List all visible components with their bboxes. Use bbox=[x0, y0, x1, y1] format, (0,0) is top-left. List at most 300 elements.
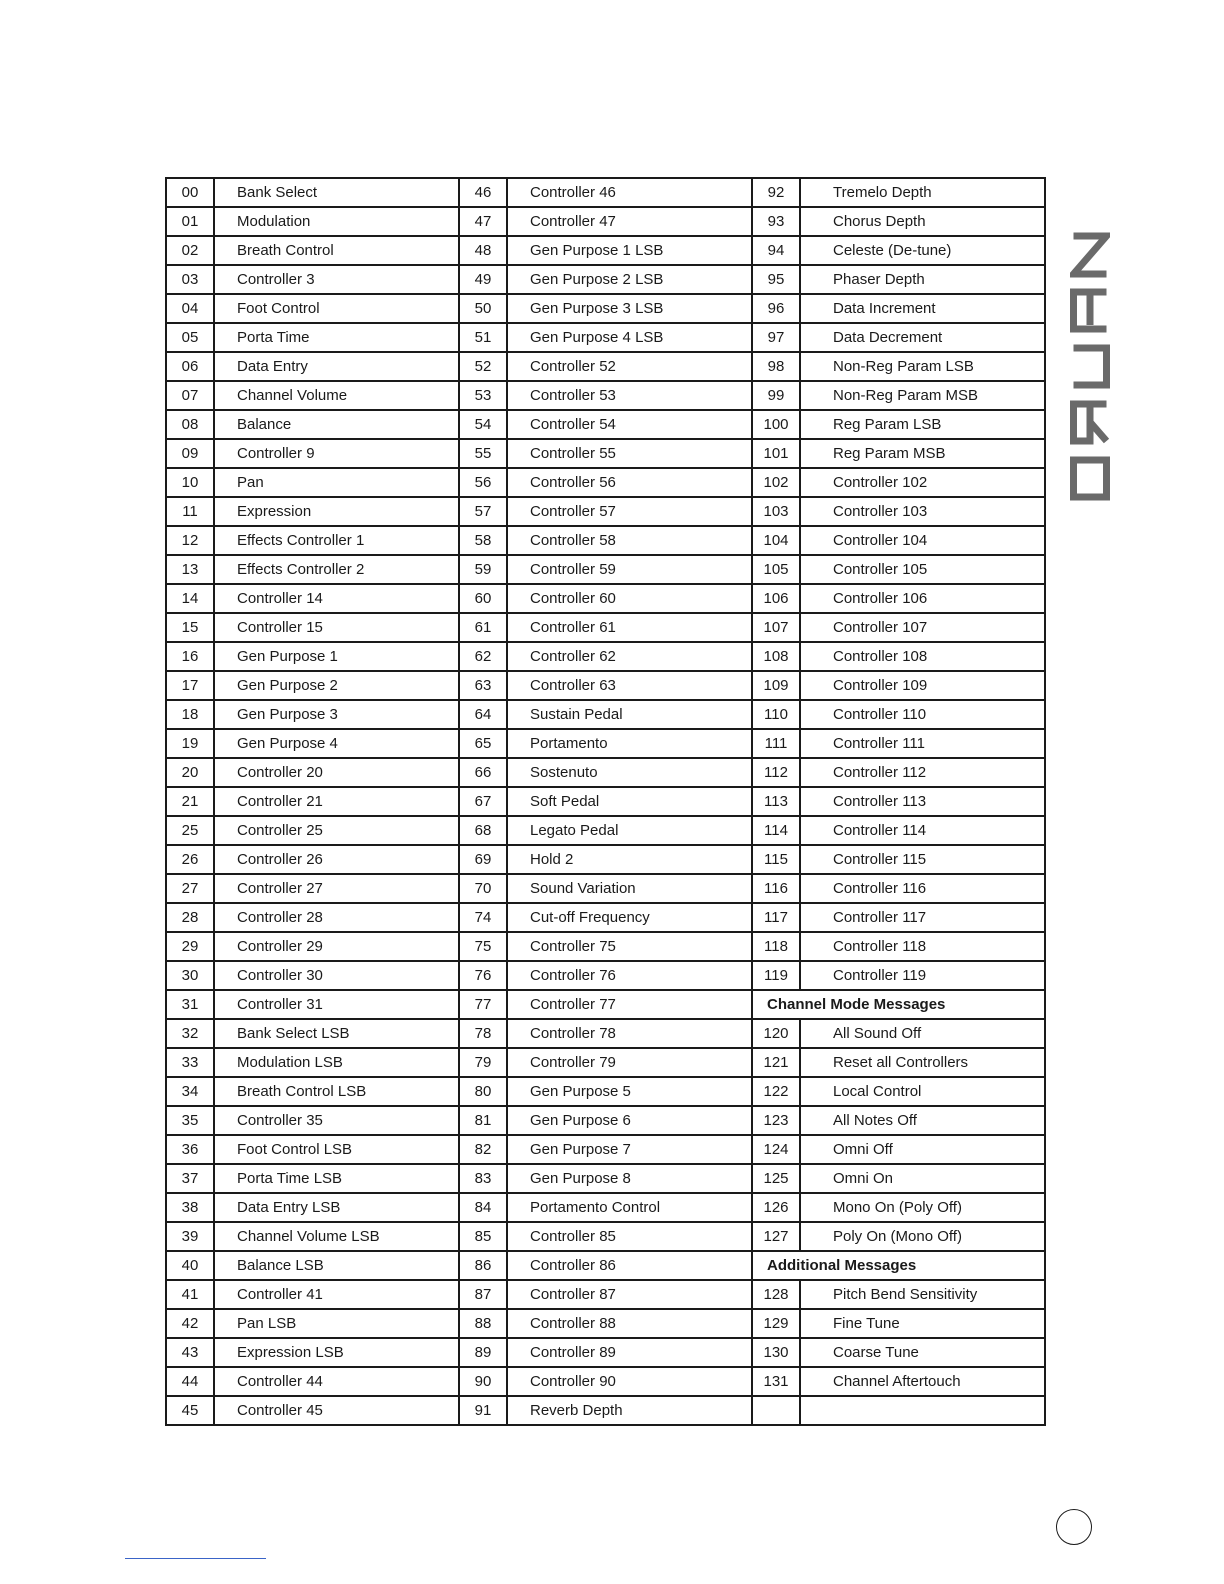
cc-number: 101 bbox=[752, 439, 800, 468]
cc-name: Gen Purpose 3 bbox=[214, 700, 459, 729]
cc-name: Controller 21 bbox=[214, 787, 459, 816]
table-row bbox=[166, 584, 1045, 613]
cc-number: 06 bbox=[166, 352, 214, 381]
cc-number: 94 bbox=[752, 236, 800, 265]
cc-name: Controller 107 bbox=[800, 613, 1045, 642]
cc-name: Hold 2 bbox=[507, 845, 752, 874]
table-row bbox=[166, 1048, 1045, 1077]
table-row bbox=[166, 1164, 1045, 1193]
cc-number: 74 bbox=[459, 903, 507, 932]
cc-number: 128 bbox=[752, 1280, 800, 1309]
cc-number: 05 bbox=[166, 323, 214, 352]
cc-name: Controller 14 bbox=[214, 584, 459, 613]
cc-name: Mono On (Poly Off) bbox=[800, 1193, 1045, 1222]
cc-number: 69 bbox=[459, 845, 507, 874]
cc-number: 131 bbox=[752, 1367, 800, 1396]
cc-number: 115 bbox=[752, 845, 800, 874]
table-row bbox=[166, 758, 1045, 787]
cc-number: 108 bbox=[752, 642, 800, 671]
cc-name: Controller 46 bbox=[507, 178, 752, 207]
cc-name: Legato Pedal bbox=[507, 816, 752, 845]
cc-name: Balance LSB bbox=[214, 1251, 459, 1280]
cc-name: Controller 29 bbox=[214, 932, 459, 961]
section-heading: Channel Mode Messages bbox=[752, 990, 1045, 1019]
cc-number: 78 bbox=[459, 1019, 507, 1048]
cc-number: 70 bbox=[459, 874, 507, 903]
cc-number: 03 bbox=[166, 265, 214, 294]
cc-number: 62 bbox=[459, 642, 507, 671]
cc-number: 104 bbox=[752, 526, 800, 555]
cc-number: 47 bbox=[459, 207, 507, 236]
cc-name: Data Decrement bbox=[800, 323, 1045, 352]
table-row bbox=[166, 903, 1045, 932]
cc-name: Controller 103 bbox=[800, 497, 1045, 526]
cc-number: 77 bbox=[459, 990, 507, 1019]
cc-number: 76 bbox=[459, 961, 507, 990]
table-row bbox=[166, 700, 1045, 729]
cc-name: Gen Purpose 5 bbox=[507, 1077, 752, 1106]
cc-number: 43 bbox=[166, 1338, 214, 1367]
brand-name bbox=[1086, 373, 1087, 377]
table-row bbox=[166, 497, 1045, 526]
table-row bbox=[166, 352, 1045, 381]
cc-name: Controller 104 bbox=[800, 526, 1045, 555]
cc-number: 120 bbox=[752, 1019, 800, 1048]
cc-number: 02 bbox=[166, 236, 214, 265]
cc-name: Cut-off Frequency bbox=[507, 903, 752, 932]
table-row bbox=[166, 439, 1045, 468]
cc-name: Controller 79 bbox=[507, 1048, 752, 1077]
table-row bbox=[166, 961, 1045, 990]
cc-number: 56 bbox=[459, 468, 507, 497]
table-row bbox=[166, 1251, 1045, 1280]
cc-name: Local Control bbox=[800, 1077, 1045, 1106]
cc-name: Controller 112 bbox=[800, 758, 1045, 787]
cc-number: 40 bbox=[166, 1251, 214, 1280]
cc-name: Non-Reg Param LSB bbox=[800, 352, 1045, 381]
table-row bbox=[166, 294, 1045, 323]
cc-number: 66 bbox=[459, 758, 507, 787]
cc-name: Controller 25 bbox=[214, 816, 459, 845]
cc-number: 28 bbox=[166, 903, 214, 932]
cc-name: Gen Purpose 6 bbox=[507, 1106, 752, 1135]
table-row bbox=[166, 1309, 1045, 1338]
cc-number: 90 bbox=[459, 1367, 507, 1396]
cc-name: Expression bbox=[214, 497, 459, 526]
cc-number: 14 bbox=[166, 584, 214, 613]
cc-name: Reg Param MSB bbox=[800, 439, 1045, 468]
cc-name: Controller 57 bbox=[507, 497, 752, 526]
cc-name: Controller 110 bbox=[800, 700, 1045, 729]
cc-number: 63 bbox=[459, 671, 507, 700]
cc-name bbox=[800, 1396, 1045, 1425]
cc-name: Controller 78 bbox=[507, 1019, 752, 1048]
table-row bbox=[166, 932, 1045, 961]
cc-number: 35 bbox=[166, 1106, 214, 1135]
cc-name: Effects Controller 2 bbox=[214, 555, 459, 584]
cc-number: 26 bbox=[166, 845, 214, 874]
cc-number: 80 bbox=[459, 1077, 507, 1106]
cc-name: Gen Purpose 2 LSB bbox=[507, 265, 752, 294]
cc-number: 109 bbox=[752, 671, 800, 700]
cc-number: 106 bbox=[752, 584, 800, 613]
cc-name: Gen Purpose 3 LSB bbox=[507, 294, 752, 323]
cc-name: Controller 61 bbox=[507, 613, 752, 642]
cc-number: 112 bbox=[752, 758, 800, 787]
cc-number: 89 bbox=[459, 1338, 507, 1367]
cc-number: 105 bbox=[752, 555, 800, 584]
cc-name: Controller 119 bbox=[800, 961, 1045, 990]
cc-number: 08 bbox=[166, 410, 214, 439]
cc-name: Controller 118 bbox=[800, 932, 1045, 961]
table-row bbox=[166, 1367, 1045, 1396]
table-row bbox=[166, 613, 1045, 642]
table-row bbox=[166, 1338, 1045, 1367]
cc-number: 111 bbox=[752, 729, 800, 758]
cc-number: 55 bbox=[459, 439, 507, 468]
cc-number: 93 bbox=[752, 207, 800, 236]
cc-number: 18 bbox=[166, 700, 214, 729]
cc-number: 81 bbox=[459, 1106, 507, 1135]
cc-name: Controller 108 bbox=[800, 642, 1045, 671]
table-row bbox=[166, 526, 1045, 555]
cc-name: Omni On bbox=[800, 1164, 1045, 1193]
table-row bbox=[166, 323, 1045, 352]
cc-name: Controller 20 bbox=[214, 758, 459, 787]
cc-name: Bank Select LSB bbox=[214, 1019, 459, 1048]
cc-name: Pan LSB bbox=[214, 1309, 459, 1338]
cc-number: 130 bbox=[752, 1338, 800, 1367]
cc-name: Celeste (De-tune) bbox=[800, 236, 1045, 265]
footer-rule bbox=[125, 1558, 266, 1559]
cc-number: 30 bbox=[166, 961, 214, 990]
cc-number: 92 bbox=[752, 178, 800, 207]
cc-number: 45 bbox=[166, 1396, 214, 1425]
cc-name: Data Increment bbox=[800, 294, 1045, 323]
midi-cc-table bbox=[165, 177, 1046, 1426]
cc-name: Controller 60 bbox=[507, 584, 752, 613]
cc-name: Expression LSB bbox=[214, 1338, 459, 1367]
cc-name: Non-Reg Param MSB bbox=[800, 381, 1045, 410]
cc-number: 41 bbox=[166, 1280, 214, 1309]
neuron-logo bbox=[1070, 230, 1110, 522]
cc-name: Controller 89 bbox=[507, 1338, 752, 1367]
cc-number: 129 bbox=[752, 1309, 800, 1338]
cc-name: All Sound Off bbox=[800, 1019, 1045, 1048]
cc-number: 99 bbox=[752, 381, 800, 410]
cc-number: 54 bbox=[459, 410, 507, 439]
table-row bbox=[166, 1222, 1045, 1251]
cc-name: Controller 88 bbox=[507, 1309, 752, 1338]
cc-number: 118 bbox=[752, 932, 800, 961]
cc-number: 52 bbox=[459, 352, 507, 381]
cc-name: Data Entry bbox=[214, 352, 459, 381]
cc-name: Sound Variation bbox=[507, 874, 752, 903]
table-row bbox=[166, 874, 1045, 903]
table-row bbox=[166, 1019, 1045, 1048]
cc-number: 87 bbox=[459, 1280, 507, 1309]
cc-name: Channel Volume bbox=[214, 381, 459, 410]
cc-name: Effects Controller 1 bbox=[214, 526, 459, 555]
table-row bbox=[166, 381, 1045, 410]
cc-number: 125 bbox=[752, 1164, 800, 1193]
table-row bbox=[166, 1077, 1045, 1106]
cc-number: 16 bbox=[166, 642, 214, 671]
cc-number: 83 bbox=[459, 1164, 507, 1193]
cc-number: 60 bbox=[459, 584, 507, 613]
cc-number: 10 bbox=[166, 468, 214, 497]
cc-name: Controller 75 bbox=[507, 932, 752, 961]
cc-name: Controller 109 bbox=[800, 671, 1045, 700]
cc-name: Controller 77 bbox=[507, 990, 752, 1019]
cc-name: Controller 9 bbox=[214, 439, 459, 468]
cc-name: Controller 85 bbox=[507, 1222, 752, 1251]
cc-number: 67 bbox=[459, 787, 507, 816]
cc-name: Porta Time LSB bbox=[214, 1164, 459, 1193]
cc-name: Reverb Depth bbox=[507, 1396, 752, 1425]
cc-name: Controller 106 bbox=[800, 584, 1045, 613]
cc-number: 13 bbox=[166, 555, 214, 584]
cc-number: 39 bbox=[166, 1222, 214, 1251]
cc-number: 37 bbox=[166, 1164, 214, 1193]
cc-name: Data Entry LSB bbox=[214, 1193, 459, 1222]
cc-number: 97 bbox=[752, 323, 800, 352]
cc-name: All Notes Off bbox=[800, 1106, 1045, 1135]
cc-number: 42 bbox=[166, 1309, 214, 1338]
table-row bbox=[166, 410, 1045, 439]
cc-name: Controller 47 bbox=[507, 207, 752, 236]
cc-number: 33 bbox=[166, 1048, 214, 1077]
midi-cc-table-body bbox=[166, 178, 1045, 1425]
cc-name: Gen Purpose 4 bbox=[214, 729, 459, 758]
cc-number: 117 bbox=[752, 903, 800, 932]
cc-name: Controller 117 bbox=[800, 903, 1045, 932]
cc-number: 31 bbox=[166, 990, 214, 1019]
cc-number: 85 bbox=[459, 1222, 507, 1251]
cc-number: 49 bbox=[459, 265, 507, 294]
cc-name: Breath Control LSB bbox=[214, 1077, 459, 1106]
cc-name: Controller 58 bbox=[507, 526, 752, 555]
cc-name: Controller 31 bbox=[214, 990, 459, 1019]
cc-number: 124 bbox=[752, 1135, 800, 1164]
cc-number: 48 bbox=[459, 236, 507, 265]
cc-number: 36 bbox=[166, 1135, 214, 1164]
table-row bbox=[166, 207, 1045, 236]
cc-number: 29 bbox=[166, 932, 214, 961]
cc-name: Gen Purpose 4 LSB bbox=[507, 323, 752, 352]
table-row bbox=[166, 1280, 1045, 1309]
table-row bbox=[166, 845, 1045, 874]
cc-name: Controller 87 bbox=[507, 1280, 752, 1309]
cc-name: Controller 111 bbox=[800, 729, 1045, 758]
cc-name: Porta Time bbox=[214, 323, 459, 352]
cc-number: 96 bbox=[752, 294, 800, 323]
page-number-circle bbox=[1056, 1509, 1092, 1545]
table-row bbox=[166, 729, 1045, 758]
cc-name: Reg Param LSB bbox=[800, 410, 1045, 439]
cc-number bbox=[752, 1396, 800, 1425]
cc-name: Controller 53 bbox=[507, 381, 752, 410]
cc-number: 44 bbox=[166, 1367, 214, 1396]
cc-name: Controller 56 bbox=[507, 468, 752, 497]
cc-number: 91 bbox=[459, 1396, 507, 1425]
cc-name: Gen Purpose 1 LSB bbox=[507, 236, 752, 265]
cc-name: Modulation LSB bbox=[214, 1048, 459, 1077]
cc-number: 103 bbox=[752, 497, 800, 526]
cc-name: Pan bbox=[214, 468, 459, 497]
table-row bbox=[166, 468, 1045, 497]
table-row bbox=[166, 555, 1045, 584]
cc-name: Controller 54 bbox=[507, 410, 752, 439]
cc-name: Controller 27 bbox=[214, 874, 459, 903]
cc-name: Controller 30 bbox=[214, 961, 459, 990]
cc-number: 79 bbox=[459, 1048, 507, 1077]
cc-name: Balance bbox=[214, 410, 459, 439]
table-row bbox=[166, 1106, 1045, 1135]
cc-number: 27 bbox=[166, 874, 214, 903]
cc-number: 126 bbox=[752, 1193, 800, 1222]
cc-name: Controller 102 bbox=[800, 468, 1045, 497]
cc-number: 32 bbox=[166, 1019, 214, 1048]
cc-number: 113 bbox=[752, 787, 800, 816]
cc-name: Controller 115 bbox=[800, 845, 1045, 874]
cc-number: 84 bbox=[459, 1193, 507, 1222]
cc-number: 59 bbox=[459, 555, 507, 584]
cc-number: 123 bbox=[752, 1106, 800, 1135]
cc-number: 38 bbox=[166, 1193, 214, 1222]
cc-number: 116 bbox=[752, 874, 800, 903]
cc-number: 15 bbox=[166, 613, 214, 642]
cc-name: Reset all Controllers bbox=[800, 1048, 1045, 1077]
cc-name: Controller 62 bbox=[507, 642, 752, 671]
cc-name: Omni Off bbox=[800, 1135, 1045, 1164]
cc-number: 34 bbox=[166, 1077, 214, 1106]
cc-number: 98 bbox=[752, 352, 800, 381]
table-row bbox=[166, 1396, 1045, 1425]
cc-number: 17 bbox=[166, 671, 214, 700]
cc-name: Gen Purpose 8 bbox=[507, 1164, 752, 1193]
cc-name: Controller 63 bbox=[507, 671, 752, 700]
cc-name: Gen Purpose 7 bbox=[507, 1135, 752, 1164]
table-row bbox=[166, 990, 1045, 1019]
cc-name: Controller 35 bbox=[214, 1106, 459, 1135]
cc-number: 102 bbox=[752, 468, 800, 497]
cc-name: Gen Purpose 1 bbox=[214, 642, 459, 671]
cc-name: Poly On (Mono Off) bbox=[800, 1222, 1045, 1251]
table-row bbox=[166, 178, 1045, 207]
cc-name: Coarse Tune bbox=[800, 1338, 1045, 1367]
cc-name: Phaser Depth bbox=[800, 265, 1045, 294]
cc-name: Sostenuto bbox=[507, 758, 752, 787]
cc-number: 00 bbox=[166, 178, 214, 207]
cc-number: 122 bbox=[752, 1077, 800, 1106]
cc-name: Controller 59 bbox=[507, 555, 752, 584]
cc-name: Controller 76 bbox=[507, 961, 752, 990]
cc-number: 64 bbox=[459, 700, 507, 729]
cc-name: Controller 116 bbox=[800, 874, 1045, 903]
cc-name: Bank Select bbox=[214, 178, 459, 207]
table-row bbox=[166, 642, 1045, 671]
table-row bbox=[166, 1193, 1045, 1222]
cc-name: Controller 105 bbox=[800, 555, 1045, 584]
cc-number: 58 bbox=[459, 526, 507, 555]
table-row bbox=[166, 787, 1045, 816]
table-row bbox=[166, 265, 1045, 294]
cc-number: 107 bbox=[752, 613, 800, 642]
cc-number: 95 bbox=[752, 265, 800, 294]
cc-number: 50 bbox=[459, 294, 507, 323]
cc-name: Tremelo Depth bbox=[800, 178, 1045, 207]
cc-name: Sustain Pedal bbox=[507, 700, 752, 729]
cc-name: Controller 28 bbox=[214, 903, 459, 932]
cc-number: 57 bbox=[459, 497, 507, 526]
cc-number: 21 bbox=[166, 787, 214, 816]
cc-name: Controller 15 bbox=[214, 613, 459, 642]
table-row bbox=[166, 236, 1045, 265]
cc-name: Breath Control bbox=[214, 236, 459, 265]
cc-name: Portamento bbox=[507, 729, 752, 758]
cc-name: Controller 44 bbox=[214, 1367, 459, 1396]
cc-number: 53 bbox=[459, 381, 507, 410]
cc-number: 119 bbox=[752, 961, 800, 990]
cc-name: Controller 90 bbox=[507, 1367, 752, 1396]
cc-number: 51 bbox=[459, 323, 507, 352]
cc-number: 11 bbox=[166, 497, 214, 526]
cc-number: 07 bbox=[166, 381, 214, 410]
cc-number: 121 bbox=[752, 1048, 800, 1077]
cc-name: Soft Pedal bbox=[507, 787, 752, 816]
cc-name: Chorus Depth bbox=[800, 207, 1045, 236]
cc-name: Controller 114 bbox=[800, 816, 1045, 845]
table-row bbox=[166, 671, 1045, 700]
cc-number: 86 bbox=[459, 1251, 507, 1280]
cc-number: 65 bbox=[459, 729, 507, 758]
cc-number: 25 bbox=[166, 816, 214, 845]
cc-number: 68 bbox=[459, 816, 507, 845]
cc-name: Pitch Bend Sensitivity bbox=[800, 1280, 1045, 1309]
cc-number: 75 bbox=[459, 932, 507, 961]
cc-name: Controller 45 bbox=[214, 1396, 459, 1425]
cc-number: 01 bbox=[166, 207, 214, 236]
cc-number: 127 bbox=[752, 1222, 800, 1251]
cc-name: Controller 86 bbox=[507, 1251, 752, 1280]
cc-name: Gen Purpose 2 bbox=[214, 671, 459, 700]
cc-number: 82 bbox=[459, 1135, 507, 1164]
cc-name: Controller 41 bbox=[214, 1280, 459, 1309]
cc-number: 100 bbox=[752, 410, 800, 439]
cc-name: Controller 26 bbox=[214, 845, 459, 874]
table-row bbox=[166, 816, 1045, 845]
cc-number: 12 bbox=[166, 526, 214, 555]
cc-name: Modulation bbox=[214, 207, 459, 236]
cc-name: Controller 113 bbox=[800, 787, 1045, 816]
cc-number: 88 bbox=[459, 1309, 507, 1338]
cc-name: Foot Control LSB bbox=[214, 1135, 459, 1164]
cc-number: 114 bbox=[752, 816, 800, 845]
cc-number: 19 bbox=[166, 729, 214, 758]
cc-name: Foot Control bbox=[214, 294, 459, 323]
cc-name: Controller 3 bbox=[214, 265, 459, 294]
cc-name: Channel Aftertouch bbox=[800, 1367, 1045, 1396]
cc-number: 04 bbox=[166, 294, 214, 323]
cc-number: 46 bbox=[459, 178, 507, 207]
cc-number: 110 bbox=[752, 700, 800, 729]
cc-number: 20 bbox=[166, 758, 214, 787]
cc-name: Fine Tune bbox=[800, 1309, 1045, 1338]
section-heading: Additional Messages bbox=[752, 1251, 1045, 1280]
cc-name: Controller 55 bbox=[507, 439, 752, 468]
cc-number: 09 bbox=[166, 439, 214, 468]
